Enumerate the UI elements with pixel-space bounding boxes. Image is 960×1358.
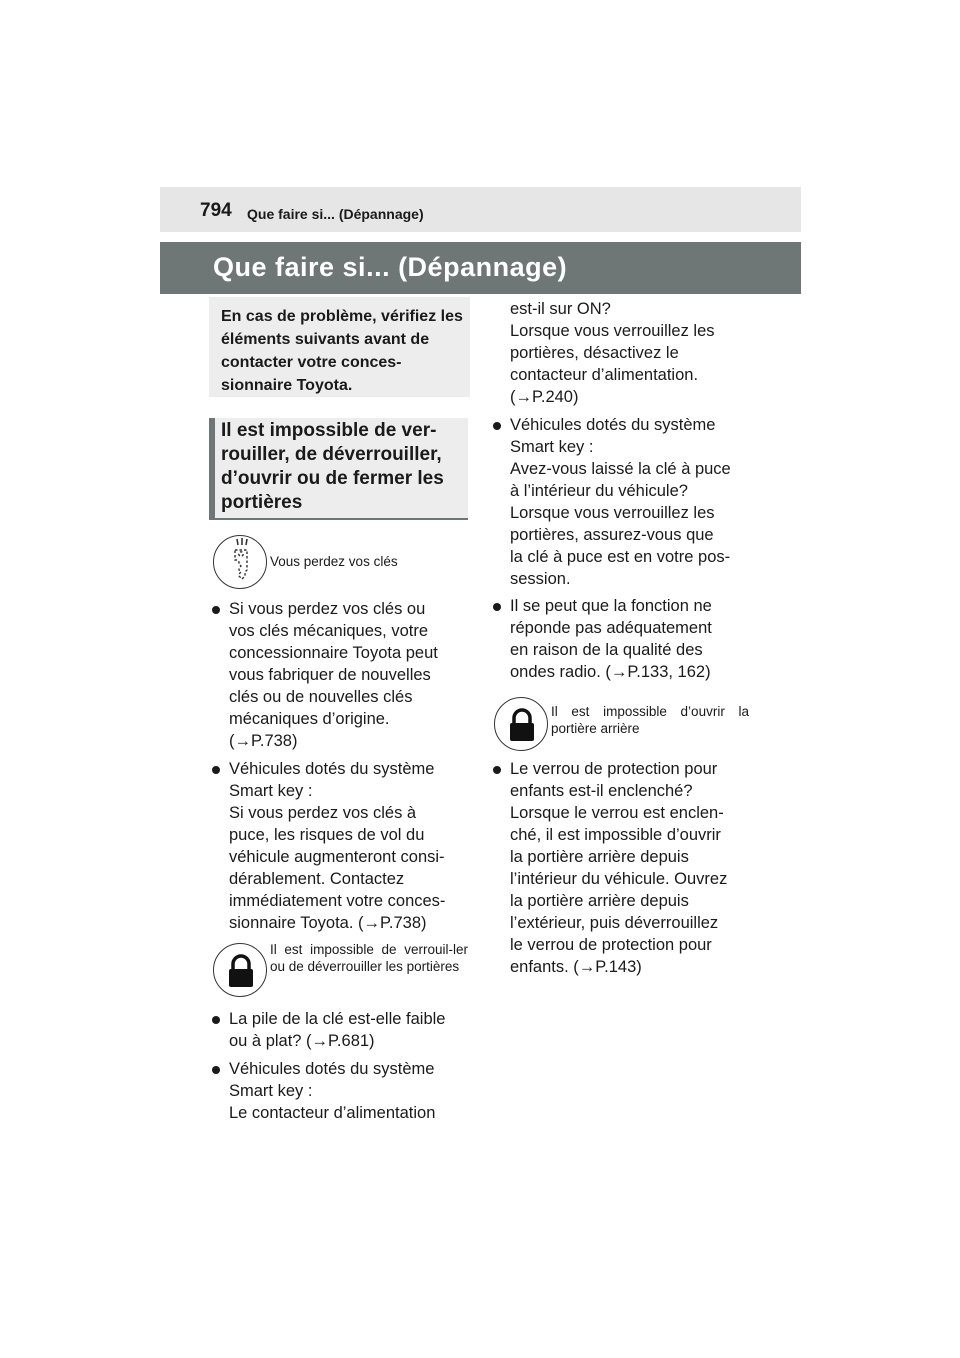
bullet-dot: [212, 766, 220, 774]
bullet-text: Véhicules dotés du système Smart key : Si vous perdez vos clés à puce, les risques de vol du véhicule augmenteront consi- dérablement. Contactez immédiatement votre conces- sionnaire Toyota. (→P.738): [229, 760, 446, 932]
lost-keys-label: Vous perdez vos clés: [270, 554, 398, 569]
bullet-text: Véhicules dotés du système Smart key : Avez-vous laissé la clé à puce à l’intérieur du véhicule? Lorsque vous verrouillez les portières, assurez-vous que la clé à puce est en votre pos- session.: [510, 416, 731, 588]
bullet-dot: [493, 422, 501, 430]
bullet-dot: [212, 1016, 220, 1024]
intro-text: En cas de problème, vérifiez les éléments suivants avant de contacter votre conces-sionnaire Toyota.: [221, 308, 463, 394]
section-title: Il est impossible de ver-rouiller, de déverrouiller, d’ouvrir ou de fermer les portières: [221, 420, 444, 513]
bullet-dot: [212, 606, 220, 614]
bullet-text: Si vous perdez vos clés ou vos clés mécaniques, votre concessionnaire Toyota peut vous fabriquer de nouvelles clés ou de nouvelles clés mécaniques d’origine. (→P.738): [229, 600, 438, 750]
rear-door-label: Il est impossible d’ouvrir la portière arrière: [551, 704, 749, 736]
bullet-text: Le verrou de protection pour enfants est-il enclenché? Lorsque le verrou est enclen- ché, il est impossible d’ouvrir la portière arrière depuis l’intérieur du véhicule. Ouvrez la portière arrière depuis l’extérieur, puis déverrouillez le verrou de protection pour enfants. (→P.143): [510, 760, 728, 976]
bullet-text: Véhicules dotés du système Smart key : Le contacteur d’alimentation: [229, 1060, 436, 1122]
key-icon: [213, 535, 267, 589]
bullet-dot: [493, 766, 501, 774]
bullet-dot: [212, 1066, 220, 1074]
page-number: 794: [200, 200, 232, 221]
bullet-text: Il se peut que la fonction ne réponde pas adéquatement en raison de la qualité des ondes radio. (→P.133, 162): [510, 597, 712, 681]
lock-unlock-item-2-continued: est-il sur ON? Lorsque vous verrouillez les portières, désactivez le contacteur d’alimentation. (→P.240): [510, 300, 715, 406]
bullet-text: La pile de la clé est-elle faible ou à plat? (→P.681): [229, 1010, 446, 1050]
running-title: Que faire si... (Dépannage): [247, 206, 424, 222]
bullet-dot: [493, 603, 501, 611]
lock-unlock-label: Il est impossible de verrouil-ler ou de déverrouiller les portières: [270, 942, 468, 974]
padlock-icon: [494, 697, 548, 751]
padlock-icon: [213, 943, 267, 997]
chapter-title: Que faire si... (Dépannage): [213, 252, 568, 282]
